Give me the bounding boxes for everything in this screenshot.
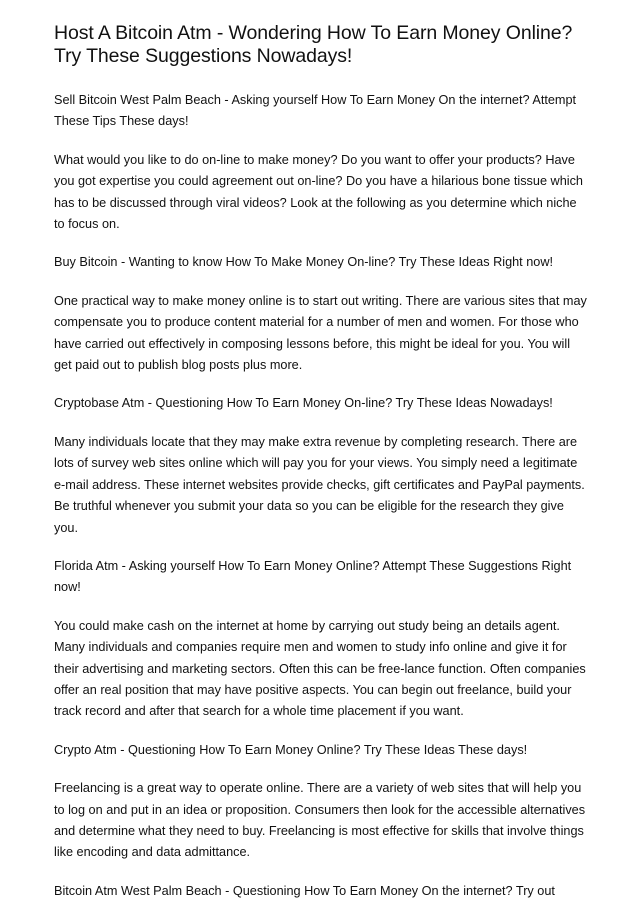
paragraph-subheading-6: Bitcoin Atm West Palm Beach - Questioning How To Earn Money On the internet? Try out <box>54 883 555 898</box>
paragraph-subheading-5: Crypto Atm - Questioning How To Earn Money Online? Try These Ideas These days! <box>54 742 528 757</box>
paragraph-subheading-3: Cryptobase Atm - Questioning How To Earn Money On-line? Try These Ideas Nowadays! <box>54 396 553 411</box>
paragraph-body-1: What would you like to do on-line to make money? Do you want to offer your products? Have you got expertise you could agreement out on-line? Do you have a hilarious bone tissue which has to be discussed through viral videos? Look at the following as you determine which niche to focus on. <box>54 152 583 232</box>
paragraph-subheading-1: Sell Bitcoin West Palm Beach - Asking yourself How To Earn Money On the internet? Attempt These Tips These days! <box>54 93 577 129</box>
paragraph-subheading-4: Florida Atm - Asking yourself How To Earn Money Online? Attempt These Suggestions Right now! <box>54 558 572 595</box>
document-title: Host A Bitcoin Atm - Wondering How To Earn Money Online? Try These Suggestions Nowadays! <box>54 22 573 67</box>
paragraph-body-4: You could make cash on the internet at home by carrying out study being an details agent. Many individuals and companies require men and women to study info online and give it for their advertising and marketing sectors. Often this can be free-lance function. Often companies offer an real position that may have positive aspects. You can begin out freelance, build your track record and after that search for a whole time placement if you want. <box>54 618 586 719</box>
paragraph-body-2: One practical way to make money online is to start out writing. There are various sites that may compensate you to produce content material for a number of men and women. For those who have carried out effectively in composing lessons before, this might be ideal for you. You will get paid out to publish blog posts plus more. <box>54 293 587 373</box>
paragraph-subheading-2: Buy Bitcoin - Wanting to know How To Make Money On-line? Try These Ideas Right now! <box>54 255 554 270</box>
paragraph-body-3: Many individuals locate that they may make extra revenue by completing research. There are lots of survey web sites online which will pay you for your views. You simply need a legitimate e-mail address. These internet websites provide checks, gift certificates and PayPal payments. Be truthful whenever you submit your data so you can be eligible for the research they give you. <box>54 434 585 535</box>
paragraph-body-5: Freelancing is a great way to operate online. There are a variety of web sites that will help you to log on and put in an idea or proposition. Consumers then look for the accessible alternatives and determine what they need to buy. Freelancing is most effective for skills that involve things like encoding and data admittance. <box>54 781 586 860</box>
document-page <box>54 22 588 919</box>
